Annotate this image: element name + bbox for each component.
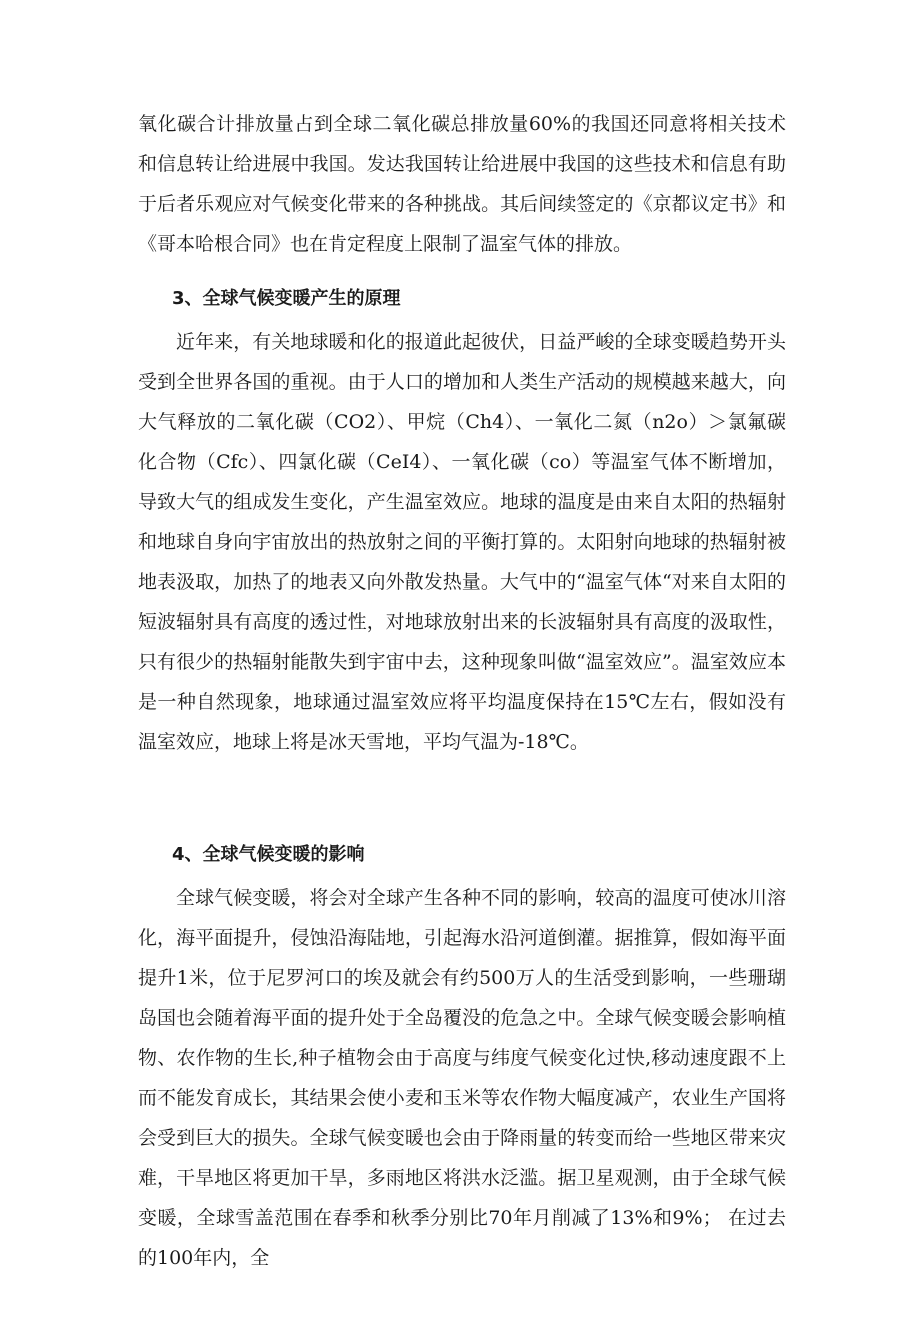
paragraph-warming-impacts: 全球气候变暖，将会对全球产生各种不同的影响，较高的温度可使冰川溶化，海平面提升，侵蚀沿海陆地，引起海水沿河道倒灌。据推算，假如海平面提升1米，位于尼罗河口的埃及就会有约500万人的生活受到影响，一些珊瑚岛国也会随着海平面的提升处于全岛覆没的危急之中。全球气候变暖会影响植物、农作物的生长,种子植物会由于高度与纬度气候变化过快,移动速度跟不上而不能发育成长，其结果会使小麦和玉米等农作物大幅度减产，农业生产国将会受到巨大的损失。全球气候变暖也会由于降雨量的转变而给一些地区带来灾难，干旱地区将更加干旱，多雨地区将洪水泛滥。据卫星观测，由于全球气候变暖，全球雪盖范围在春季和秋季分别比70年月削减了13%和9%； 在过去的100年内，全 xyxy=(138,887,786,1269)
paragraph-carbon-emissions: 氧化碳合计排放量占到全球二氧化碳总排放量60%的我国还同意将相关技术和信息转让给进展中我国。发达我国转让给进展中我国的这些技术和信息有助于后者乐观应对气候变化带来的各种挑战。其后间续签定的《京都议定书》和《哥本哈根合同》也在肯定程度上限制了温室气体的排放。 xyxy=(138,113,786,255)
section-heading-4: 4、全球气候变暖的影响 xyxy=(172,844,365,865)
paragraph-greenhouse-principle: 近年来，有关地球暖和化的报道此起彼伏，日益严峻的全球变暖趋势开头受到全世界各国的重视。由于人口的增加和人类生产活动的规模越来越大，向大气释放的二氧化碳（CO2）、甲烷（Ch4）、一氧化二氮（n2o）＞氯氟碳化合物（Cfc）、四氯化碳（CeI4）、一氧化碳（co）等温室气体不断增加，导致大气的组成发生变化，产生温室效应。地球的温度是由来自太阳的热辐射和地球自身向宇宙放出的热放射之间的平衡打算的。太阳射向地球的热辐射被地表汲取，加热了的地表又向外散发热量。大气中的“温室气体“对来自太阳的短波辐射具有高度的透过性，对地球放射出来的长波辐射具有高度的汲取性，只有很少的热辐射能散失到宇宙中去，这种现象叫做“温室效应”。温室效应本是一种自然现象，地球通过温室效应将平均温度保持在15℃左右，假如没有温室效应，地球上将是冰天雪地，平均气温为-18℃。 xyxy=(138,331,786,753)
section-heading-3: 3、全球气候变暖产生的原理 xyxy=(172,288,401,309)
document-body xyxy=(138,104,786,1328)
